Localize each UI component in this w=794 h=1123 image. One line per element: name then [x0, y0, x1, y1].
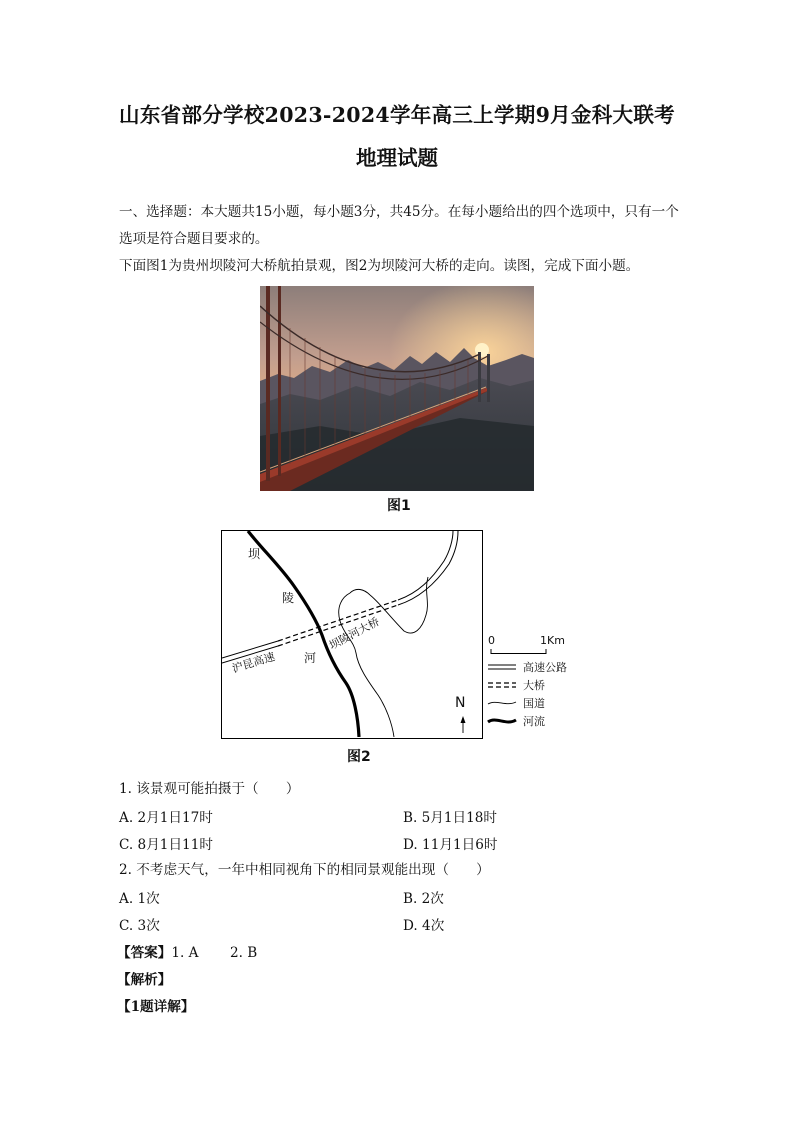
- scale-end: 1Km: [540, 634, 565, 647]
- question-1-option-c: C. 8月1日11时: [119, 837, 213, 853]
- document-subtitle: 地理试题: [356, 146, 438, 170]
- detail-label: 【1题详解】: [117, 999, 195, 1015]
- bridge-map: [221, 530, 483, 739]
- question-2-option-b: B. 2次: [403, 891, 444, 907]
- question-1-option-a: A. 2月1日17时: [119, 810, 213, 826]
- scale-bar: [490, 647, 550, 655]
- section-intro: 一、选择题：本大题共15小题，每小题3分，共45分。在每小题给出的四个选项中，只有一个选项是符合题目要求的。: [119, 204, 679, 247]
- river-char-2: 陵: [282, 591, 295, 605]
- question-1-option-b: B. 5月1日18时: [403, 810, 498, 826]
- bridge-photo: [260, 286, 534, 491]
- north-label: N: [455, 695, 466, 711]
- legend-river: 河流: [486, 713, 545, 729]
- question-2-option-a: A. 1次: [119, 891, 160, 907]
- river-char-1: 坝: [248, 547, 261, 561]
- legend-highway: 高速公路: [486, 659, 567, 675]
- question-2-option-c: C. 3次: [119, 918, 160, 934]
- question-2-stem: 2. 不考虑天气，一年中相同视角下的相同景观能出现（ ）: [119, 862, 490, 878]
- figure1-caption: 图1: [387, 498, 411, 514]
- question-1-stem: 1. 该景观可能拍摄于（ ）: [119, 781, 300, 797]
- legend-national-road: 国道: [486, 695, 545, 711]
- legend-bridge: 大桥: [486, 677, 545, 693]
- bridge-legend-icon: [486, 680, 518, 690]
- highway-east: [398, 531, 458, 605]
- answer-label: 【答案】: [117, 945, 172, 961]
- document-title: 山东省部分学校2023-2024学年高三上学期9月金科大联考: [119, 103, 675, 127]
- river-char-3: 河: [304, 651, 317, 665]
- river-legend-icon: [486, 716, 518, 726]
- scale-start: 0: [488, 634, 495, 647]
- answer-text: 1. A 2. B: [171, 945, 258, 961]
- highway-label: 沪昆高速: [230, 650, 277, 676]
- answer-line: [117, 941, 257, 961]
- highway-legend-icon: [486, 662, 518, 672]
- map-legend: [486, 634, 596, 734]
- analysis-label: 【解析】: [117, 972, 172, 988]
- material-text: 下面图1为贵州坝陵河大桥航拍景观，图2为坝陵河大桥的走向。读图，完成下面小题。: [119, 258, 640, 274]
- national-road-line: [339, 593, 394, 737]
- figure2-caption: 图2: [347, 749, 371, 765]
- bridge-label: 坝陵河大桥: [326, 614, 382, 653]
- question-2-option-d: D. 4次: [403, 918, 445, 934]
- national-road-legend-icon: [486, 698, 518, 708]
- question-1-option-d: D. 11月1日6时: [403, 837, 498, 853]
